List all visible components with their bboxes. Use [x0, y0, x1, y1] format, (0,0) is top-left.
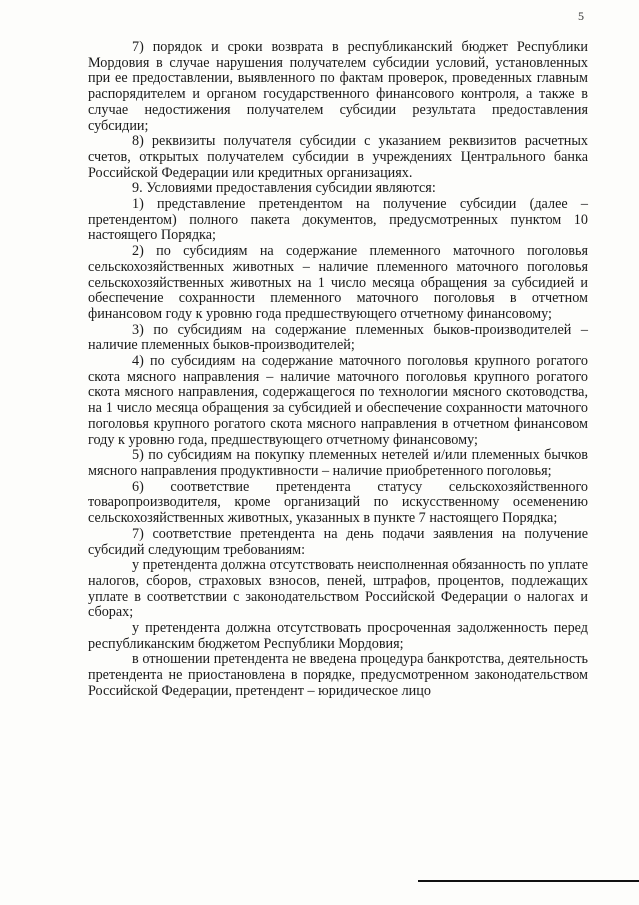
condition-2-breeding-livestock: 2) по субсидиям на содержание племенного маточного поголовья сельскохозяйственных животных – наличие племенного маточного поголовья сельскохозяйственных животных на 1 число месяца обращения за субсидией и обеспечение сохранности племенного маточного поголовья в отчетном финансовом году к уровню года предшествующего отчетному финансовому; — [88, 243, 588, 322]
condition-1-documents: 1) представление претендентом на получение субсидии (далее – претендентом) полного пакета документов, предусмотренных пунктом 10 настоящего Порядка; — [88, 196, 588, 244]
bottom-scan-edge — [418, 880, 639, 882]
condition-5-heifers-purchase: 5) по субсидиям на покупку племенных нетелей и/или племенных бычков мясного направления продуктивности – наличие приобретенного поголовья; — [88, 447, 588, 479]
condition-3-breeding-bulls: 3) по субсидиям на содержание племенных быков-производителей – наличие племенных быков-производителей; — [88, 321, 588, 354]
requirement-no-tax-debt: у претендента должна отсутствовать неисполненная обязанность по уплате налогов, сборов, страховых взносов, пеней, штрафов, процентов, подлежащих уплате в соответствии с законодательством Российской Федерации о налогах и сборах; — [88, 557, 588, 621]
requirement-no-budget-debt: у претендента должна отсутствовать просроченная задолженность перед республиканским бюджетом Республики Мордовия; — [88, 620, 588, 652]
requirement-no-bankruptcy: в отношении претендента не введена процедура банкротства, деятельность претендента не приостановлена в порядке, предусмотренном законодательством Российской Федерации, претендент – юридическое лицо — [88, 651, 588, 699]
paragraph-8-recipient-details: 8) реквизиты получателя субсидии с указанием реквизитов расчетных счетов, открытых получателем субсидии в учреждениях Центрального банка Российской Федерации или кредитных организациях. — [88, 133, 588, 181]
page-number: 5 — [578, 9, 584, 23]
paragraph-7-refund-procedure: 7) порядок и сроки возврата в республиканский бюджет Республики Мордовия в случае нарушения получателем субсидии условий, установленных при ее предоставлении, выявленного по фактам проверок, проведенных главным распорядителем и органом государственного финансового контроля, а также в случае недостижения получателем субсидии результата предоставления субсидии; — [88, 39, 588, 134]
condition-7-requirements: 7) соответствие претендента на день подачи заявления на получение субсидий следующим требованиям: — [88, 525, 588, 558]
condition-4-beef-cattle: 4) по субсидиям на содержание маточного поголовья крупного рогатого скота мясного направления – наличие маточного поголовья крупного рогатого скота мясного направления, содержащегося по технологии мясного скотоводства, на 1 число месяца обращения за субсидией и обеспечение сохранности маточного поголовья крупного рогатого скота мясного направления в отчетном финансовом году к уровню года, предшествующего отчетному финансовому; — [88, 353, 588, 448]
condition-6-producer-status: 6) соответствие претендента статусу сельскохозяйственного товаропроизводителя, кроме организаций по искусственному осеменению сельскохозяйственных животных, указанных в пункте 7 настоящего Порядка; — [88, 478, 588, 527]
paragraph-9-conditions-heading: 9. Условиями предоставления субсидии являются: — [132, 180, 436, 197]
body-text — [88, 40, 588, 700]
